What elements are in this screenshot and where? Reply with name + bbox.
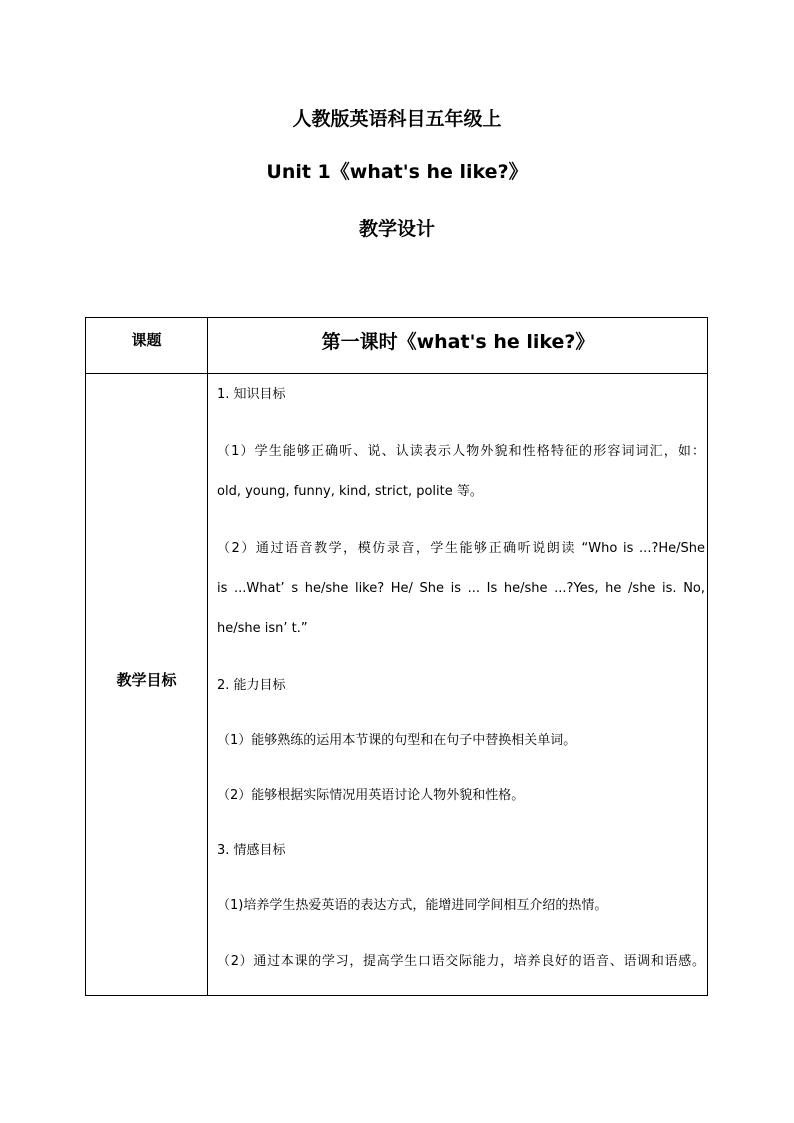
document-title: 人教版英语科目五年级上 — [292, 108, 502, 130]
lesson-label-cell: 课题 — [131, 331, 162, 349]
emotion-item-1: （1)培养学生热爱英语的表达方式，能增进同学间相互介绍的热情。 — [217, 898, 608, 913]
ability-goal-heading: 2. 能力目标 — [217, 678, 286, 693]
emotion-item-2: （2）通过本课的学习，提高学生口语交际能力，培养良好的语音、语调和语感。 — [217, 954, 705, 969]
knowledge-goal-heading: 1. 知识目标 — [217, 387, 286, 402]
lesson-title-cell: 第一课时《what's he like?》 — [321, 331, 595, 353]
objectives-label-cell: 教学目标 — [116, 671, 177, 689]
table-column-divider — [207, 318, 208, 995]
lesson-plan-table — [85, 317, 708, 996]
ability-item-2: （2）能够根据实际情况用英语讨论人物外貌和性格。 — [217, 788, 525, 803]
ability-item-1: （1）能够熟练的运用本节课的句型和在句子中替换相关单词。 — [217, 733, 577, 748]
knowledge-item-2-line-2: is ...What’ s he/she like? He/ She is ... Is he/she ...?Yes, he /she is. No, — [217, 581, 705, 596]
knowledge-item-1-line-1: （1）学生能够正确听、说、认读表示人物外貌和性格特征的形容词词汇，如： — [217, 444, 705, 459]
emotion-goal-heading: 3. 情感目标 — [217, 843, 286, 858]
knowledge-item-2-line-1: （2）通过语音教学，模仿录音，学生能够正确听说朗读 “Who is ...?He/She — [217, 541, 705, 556]
knowledge-item-1-line-2: old, young, funny, kind, strict, polite 等。 — [217, 484, 483, 499]
knowledge-item-2-line-3: he/she isn’ t.” — [217, 621, 308, 636]
unit-title: Unit 1《what's he like?》 — [266, 161, 528, 183]
document-subtitle: 教学设计 — [358, 218, 435, 240]
